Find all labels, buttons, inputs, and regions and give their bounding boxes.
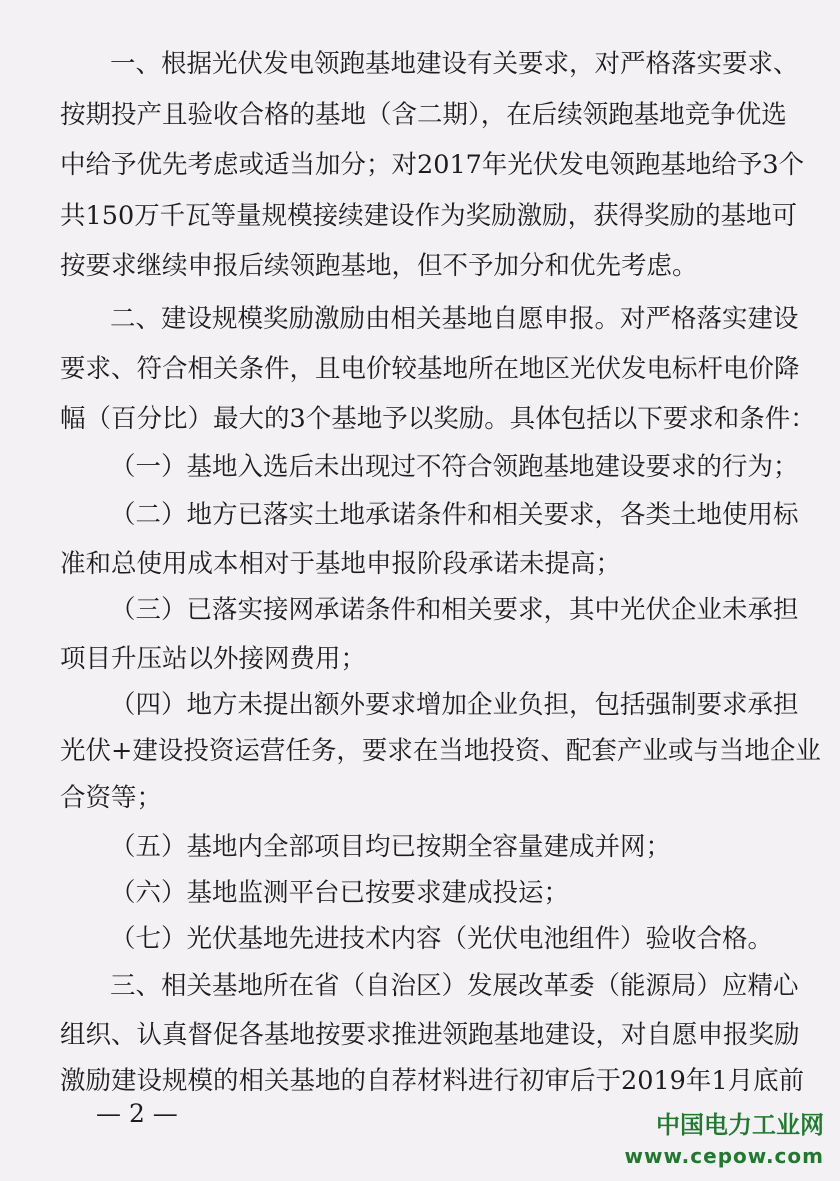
paragraph-line: 共150万千瓦等量规模接续建设作为奖励激励，获得奖励的基地可 [60,201,798,231]
paragraph-line: 幅（百分比）最大的3个基地予以奖励。具体包括以下要求和条件： [60,404,816,434]
paragraph-line: 要求、符合相关条件，且电价较基地所在地区光伏发电标杆电价降 [60,354,800,384]
paragraph-line: 中给予优先考虑或适当加分；对2017年光伏发电领跑基地给予3个 [60,150,805,180]
paragraph-line: 二、建设规模奖励激励由相关基地自愿申报。对严格落实建设 [110,304,799,334]
watermark-url: www.cepow.com [624,1144,824,1168]
paragraph-line: 组织、认真督促各基地按要求推进领跑基地建设，对自愿申报奖励 [60,1020,800,1050]
paragraph-line: 按要求继续申报后续领跑基地，但不予加分和优先考虑。 [60,251,698,281]
list-item-line: （四）地方未提出额外要求增加企业负担，包括强制要求承担 [110,690,799,720]
paragraph-line: 按期投产且验收合格的基地（含二期），在后续领跑基地竞争优选 [60,100,787,130]
page-number: — 2 — [96,1099,178,1128]
list-item-line: 光伏+建设投资运营任务，要求在当地投资、配套产业或与当地企业 [60,736,821,766]
list-item-line: 项目升压站以外接网费用； [60,644,367,674]
list-item-line: 准和总使用成本相对于基地申报阶段承诺未提高； [60,549,622,579]
list-item-line: （一）基地入选后未出现过不符合领跑基地建设要求的行为； [110,452,799,482]
list-item-line: （三）已落实接网承诺条件和相关要求，其中光伏企业未承担 [110,595,799,625]
list-item-line: 合资等； [60,783,163,813]
watermark-name: 中国电力工业网 [656,1111,824,1139]
paragraph-line: 一、根据光伏发电领跑基地建设有关要求，对严格落实要求、 [110,49,799,79]
list-item-line: （五）基地内全部项目均已按期全容量建成并网； [110,832,672,862]
paragraph-line: 三、相关基地所在省（自治区）发展改革委（能源局）应精心 [110,971,799,1001]
paragraph-line: 激励建设规模的相关基地的自荐材料进行初审后于2019年1月底前 [60,1066,805,1096]
list-item-line: （六）基地监测平台已按要求建成投运； [110,878,570,908]
list-item-line: （七）光伏基地先进技术内容（光伏电池组件）验收合格。 [110,924,774,954]
list-item-line: （二）地方已落实土地承诺条件和相关要求，各类土地使用标 [110,500,799,530]
